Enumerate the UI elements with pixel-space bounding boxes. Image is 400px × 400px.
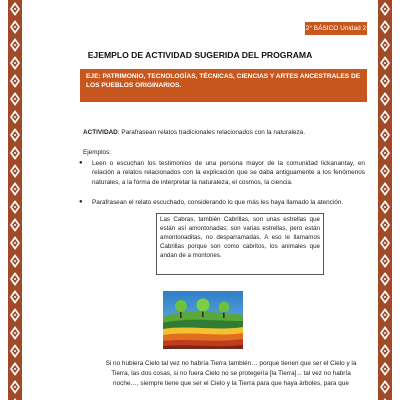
landscape-illustration: [163, 291, 243, 349]
grade-unit-badge: 2° BÁSICO Unidad 2: [305, 22, 367, 35]
left-decorative-border: [8, 0, 22, 400]
closing-paragraph: Si no hubiera Cielo tal vez no habría Tierra también… porque tienen que ser el Cielo y la Tierra, las dos cosas, si no fuera Cielo no se protegería [la Tierra]... tal vez no habría noche…, siempre tiene que ser el Cielo y la Tierra para que haya árboles, para que: [105, 360, 357, 387]
bullet-icon: ●: [79, 160, 83, 166]
ejemplos-label: Ejemplos:: [83, 149, 112, 156]
bullet-text: Parafrasean el relato escuchado, considerando lo que más les haya llamado la atención.: [92, 199, 344, 206]
list-item: [79, 198, 365, 207]
actividad-text: : Parafrasean relatos tradicionales relacionados con la naturaleza.: [117, 129, 306, 136]
bullet-icon: ●: [79, 199, 83, 205]
quote-box: Las Cabras, también Cabrillas, son unas estrellas que están así amontonadas; son varias estrellas, pero están amontonaditas, no desparramadas. A eso le llamamos Cabrillas porque son como cabritos, los animales que andan de a montones.: [156, 213, 324, 275]
right-decorative-border: [378, 0, 392, 400]
bullet-text: Leen o escuchan los testimonios de una persona mayor de la comunidad lickanantay, en relación a relatos relacionados con la explicación que se daba antiguamente a los fenómenos naturales, a la forma de interpretar la naturaleza, el cosmos, la ciencia.: [92, 160, 365, 186]
list-item: [79, 159, 365, 187]
actividad-label: ACTIVIDAD: [83, 129, 118, 136]
actividad-line: [83, 129, 363, 136]
page-title: EJEMPLO DE ACTIVIDAD SUGERIDA DEL PROGRAMA: [87, 50, 313, 60]
eje-banner: EJE: PATRIMONIO, TECNOLOGÍAS, TÉCNICAS, CIENCIAS Y ARTES ANCESTRALES DE LOS PUEBLOS ORIGINARIOS.: [80, 69, 367, 102]
